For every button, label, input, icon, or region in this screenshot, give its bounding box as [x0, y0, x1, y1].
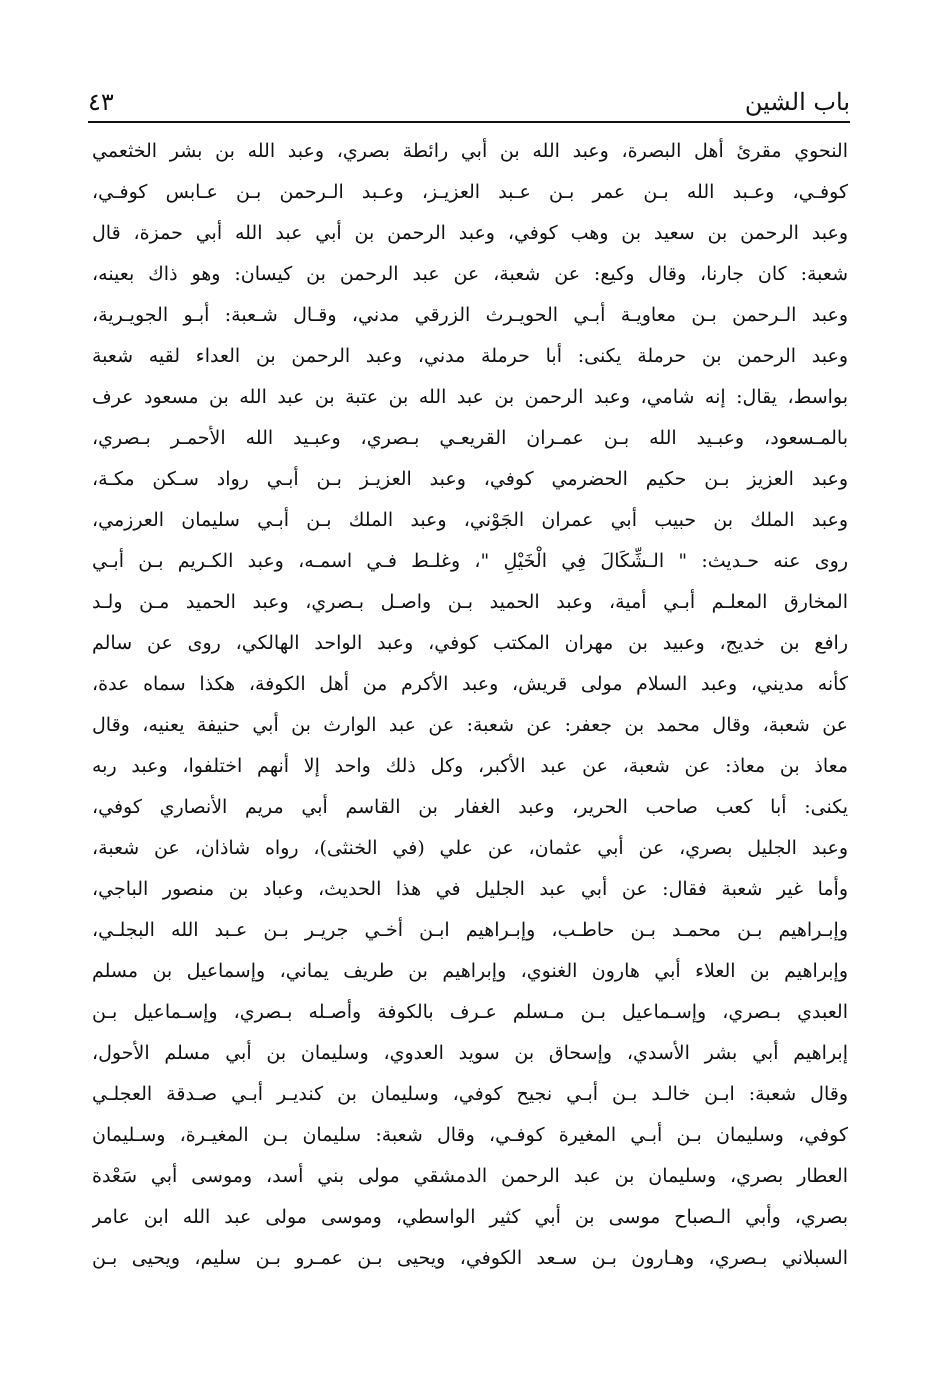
text-line: بصري، وأبي الـصباح موسى بن أبي كثير الواسطي، وموسى مولى عبد الله ابن عامر	[92, 1206, 848, 1228]
text-line: كأنه مديني، وعبد السلام مولى قريش، وعبد الأكرم من أهل الكوفة، هكذا سماه عدة،	[92, 673, 848, 695]
text-line: إبراهيم أبي بشر الأسدي، وإسحاق بن سويد العدوي، وسليمان بن أبي مسلم الأحول،	[92, 1042, 848, 1064]
header-rule	[88, 121, 850, 123]
text-line: شعبة: كان جارنا، وقال وكيع: عن شعبة، عن عبد الرحمن بن كيسان: وهو ذاك بعينه،	[92, 263, 848, 285]
text-line: المخارق المعلـم أبـي أمية، وعبد الحميد بـن واصـل بـصري، وعبد الحميد مـن ولـد	[92, 591, 848, 613]
text-line: كوفـي، وعـبد الله بـن عمر بـن عـبد العزيـز، وعـبد الـرحمن بـن عـابس كوفـي،	[92, 181, 848, 203]
text-line: وعبد الرحمن بن سعيد بن وهب كوفي، وعبد الرحمن بن أبي عبد الله أبي حمزة، قال	[92, 222, 848, 244]
text-line: السبلاني بـصري، وهـارون بـن سـعد الكوفي، ويحيى بـن عمـرو بـن سليم، ويحيى بـن	[92, 1247, 848, 1269]
text-line: معاذ بن معاذ: عن شعبة، عن عبد الأكبر، وكل ذلك واحد إلا أنهم اختلفوا، وعبد ربه	[92, 755, 848, 777]
page-number: ٤٣	[88, 88, 114, 116]
page-header	[88, 82, 850, 122]
text-line: وعبد الـرحمن بـن معاويـة أبـي الحويـرث الزرقي مدني، وقـال شـعبة: أبـو الجويـرية،	[92, 304, 848, 326]
text-line: وإبراهيم بن العلاء أبي هارون الغنوي، وإبراهيم بن طريف يماني، وإسماعيل بن مسلم	[92, 960, 848, 982]
running-title: باب الشين	[744, 88, 850, 116]
text-line: العبدي بـصري، وإسـماعيل بـن مـسلم عـرف بالكوفة وأصـله بـصري، وإسـماعيل بـن	[92, 1001, 848, 1023]
text-line: كوفي، وسليمان بـن أبـي المغيرة كوفـي، وقال شعبة: سليمان بـن المغيـرة، وسـليمان	[92, 1124, 848, 1146]
text-line: وأما غير شعبة فقال: عن أبي عبد الجليل في هذا الحديث، وعباد بن منصور الباجي،	[92, 878, 848, 900]
body-text	[92, 131, 848, 1279]
text-line: روى عنه حـديث: " الـشِّكَالَ فِي الْخَيْلِ "، وغلـط فـي اسمـه، وعبد الكـريم بـن أبـي	[92, 550, 848, 572]
text-line: وعبد الجليل بصري، عن أبي عثمان، عن علي (في الخنثى)، رواه شاذان، عن شعبة،	[92, 837, 848, 859]
text-line: بالمـسعود، وعبـيد الله بـن عمـران القريعـي بـصري، وعبـيد الله الأحمـر بـصري،	[92, 427, 848, 449]
text-line: بواسط، يقال: إنه شامي، وعبد الرحمن بن عبد الله بن عتبة بن عبد الله بن مسعود عرف	[92, 386, 848, 408]
text-line: وعبد الملك بن حبيب أبي عمران الجَوْني، وعبد الملك بـن أبـي سليمان العرزمي،	[92, 509, 848, 531]
text-line: وعبد العزيز بـن حكيم الحضرمي كوفي، وعبد العزيـز بـن أبـي رواد سـكن مكـة،	[92, 468, 848, 490]
text-line: وقال شعبة: ابـن خالـد بـن أبـي نجيح كوفي، وسليمان بن كنديـر أبـي صـدقة العجلـي	[92, 1083, 848, 1105]
text-line: وعبد الرحمن بن حرملة يكنى: أبا حرملة مدني، وعبد الرحمن بن العداء لقيه شعبة	[92, 345, 848, 367]
text-line: عن شعبة، وقال محمد بن جعفر: عن شعبة: عن عبد الوارث بن أبي حنيفة يعنيه، وقال	[92, 714, 848, 736]
text-line: العطار بصري، وسليمان بن عبد الرحمن الدمشقي مولى بني أسد، وموسى أبي سَعْدة	[92, 1165, 848, 1187]
text-line: النحوي مقرئ أهل البصرة، وعبد الله بن أبي رائطة بصري، وعبد الله بن بشر الخثعمي	[92, 140, 848, 162]
text-line: رافع بن خديج، وعبيد بن مهران المكتب كوفي، وعبد الواحد الهالكي، روى عن سالم	[92, 632, 848, 654]
text-line: يكنى: أبا كعب صاحب الحرير، وعبد الغفار بن القاسم أبي مريم الأنصاري كوفي،	[92, 796, 848, 818]
text-line: وإبـراهيم بـن محمـد بـن حاطـب، وإبـراهيم ابـن أخـي جريـر بـن عـبد الله البجلـي،	[92, 919, 848, 941]
